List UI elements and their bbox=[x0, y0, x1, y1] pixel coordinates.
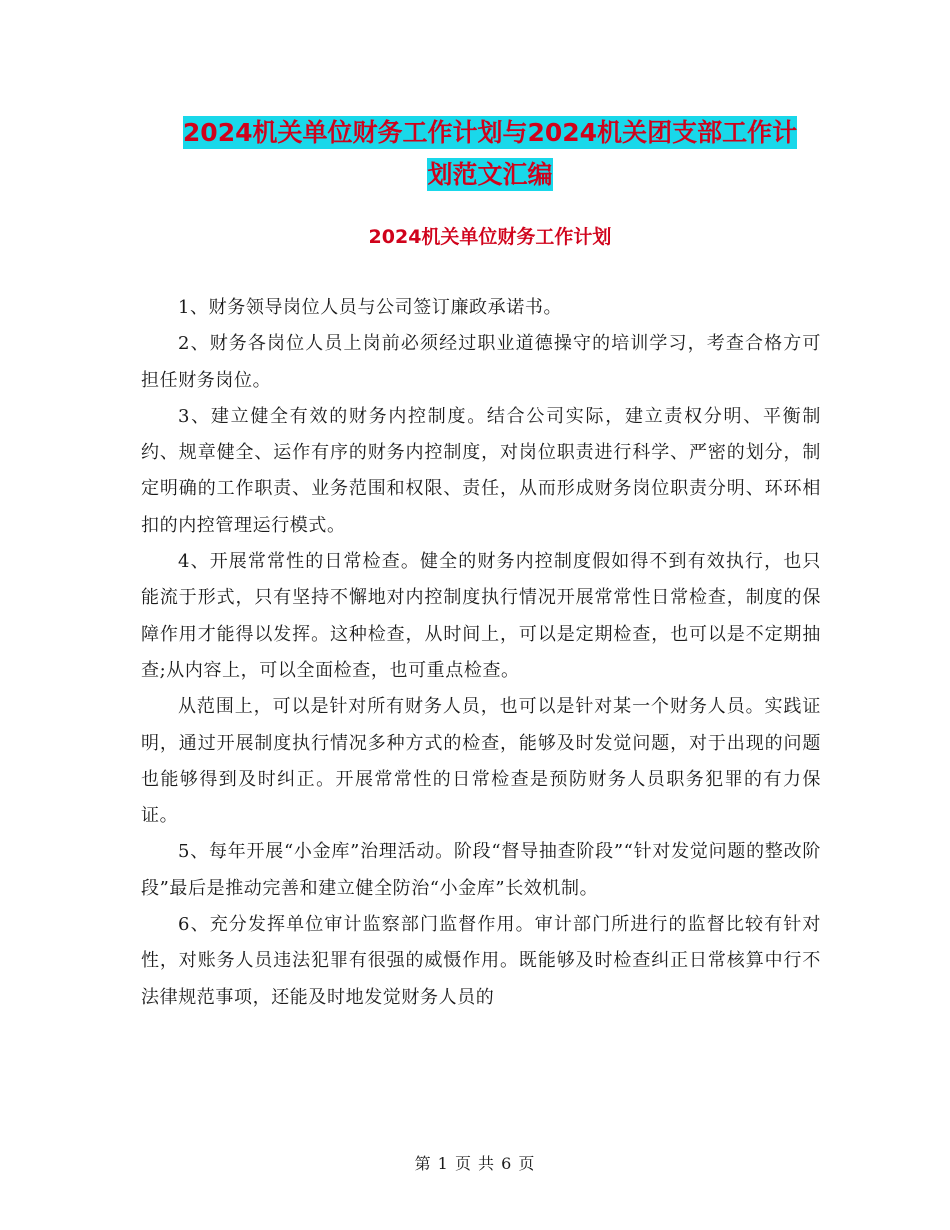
paragraph-2: 2、财务各岗位人员上岗前必须经过职业道德操守的培训学习，考查合格方可担任财务岗位。 bbox=[141, 333, 821, 391]
title-line-2: 划范文汇编 bbox=[427, 160, 553, 189]
paragraph-4: 4、开展常常性的日常检查。健全的财务内控制度假如得不到有效执行，也只能流于形式，只有坚持不懈地对内控制度执行情况开展常常性日常检查，制度的保障作用才能得以发挥。这种检查，从时间上，可以是定期检查，也可以是不定期抽查;从内容上，可以全面检查，也可重点检查。 bbox=[141, 551, 821, 681]
paragraph-1: 1、财务领导岗位人员与公司签订廉政承诺书。 bbox=[178, 297, 563, 318]
section-title: 2024机关单位财务工作计划 bbox=[368, 226, 612, 248]
paragraph-7: 6、充分发挥单位审计监察部门监督作用。审计部门所进行的监督比较有针对性，对账务人员违法犯罪有很强的威慑作用。既能够及时检查纠正日常核算中行不法律规范事项，还能及时地发觉财务人员的 bbox=[141, 914, 821, 1008]
paragraph-5: 从范围上，可以是针对所有财务人员，也可以是针对某一个财务人员。实践证明，通过开展制度执行情况多种方式的检查，能够及时发觉问题，对于出现的问题也能够得到及时纠正。开展常常性的日常检查是预防财务人员职务犯罪的有力保证。 bbox=[141, 696, 821, 827]
document-title bbox=[140, 112, 840, 196]
paragraph-6: 5、每年开展“小金库”治理活动。阶段“督导抽查阶段”“针对发觉问题的整改阶段”最后是推动完善和建立健全防治“小金库”长效机制。 bbox=[141, 841, 821, 899]
title-line-1: 2024机关单位财务工作计划与2024机关团支部工作计 bbox=[182, 118, 798, 147]
page-footer: 第 1 页 共 6 页 bbox=[414, 1154, 536, 1173]
body-text bbox=[141, 290, 821, 1016]
paragraph-3: 3、建立健全有效的财务内控制度。结合公司实际，建立责权分明、平衡制约、规章健全、运作有序的财务内控制度，对岗位职责进行科学、严密的划分，制定明确的工作职责、业务范围和权限、责任，从而形成财务岗位职责分明、环环相扣的内控管理运行模式。 bbox=[141, 405, 821, 536]
